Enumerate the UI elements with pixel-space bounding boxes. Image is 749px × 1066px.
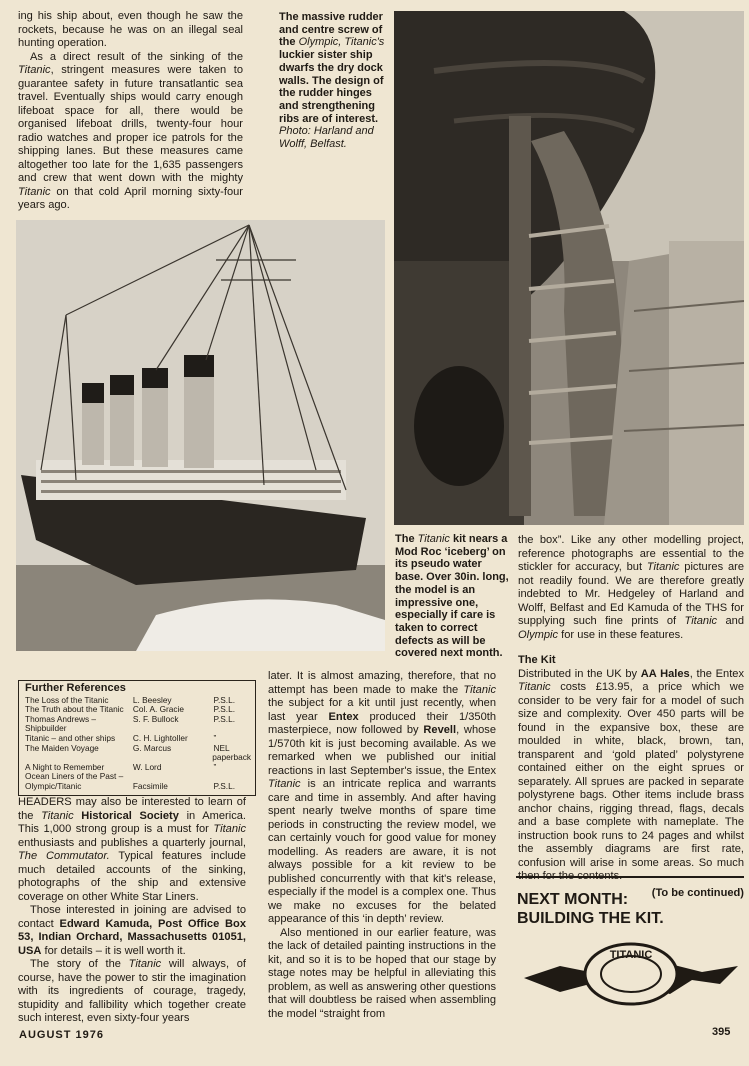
issue-date: AUGUST 1976 <box>19 1029 104 1041</box>
rudder-photo <box>394 11 744 525</box>
reference-title: The Loss of the Titanic <box>25 694 109 705</box>
story-paragraph: The story of the Titanic will always, of course, have the power to stir the imagination with its ingredients of courage, tragedy, stupidity and fallibility which together create such interest, even sixty-four years <box>18 958 246 1024</box>
reference-author: L. Beesley <box>132 694 172 705</box>
next-month-heading: NEXT MONTH: BUILDING THE KIT. <box>517 891 664 927</box>
further-references-box <box>18 680 256 796</box>
reference-title: Titanic – and other ships <box>25 732 116 743</box>
kit-heading: The Kit <box>518 654 556 666</box>
reference-publisher: P.S.L. <box>213 704 236 715</box>
painting-paragraph: Also mentioned in our earlier feature, was the lack of detailed painting instructions in the kit, and so it is to be hoped that our stage by stage notes may be helpful in alleviating this problem, as well as answering other questions that will doubtless be raised when assembling the model “straight from <box>268 926 496 1020</box>
reference-publisher: paperback <box>212 752 251 763</box>
middle-bottom-column <box>268 670 496 1021</box>
divider-rule <box>516 876 744 878</box>
reference-title: The Maiden Voyage <box>25 742 99 753</box>
reference-publisher: P.S.L. <box>213 713 236 724</box>
references-list <box>25 696 251 792</box>
model-photo-caption: The Titanic kit nears a Mod Roc ‘iceberg’ on its pseudo water base. Over 30in. long, the model is an impressive one, especially if care is taken to correct defects as will be covered next month. <box>395 533 509 660</box>
acknowledgement-paragraph: the box”. Like any other modelling project, reference photographs are essential to the stickler for accuracy, but Titanic pictures are not readily found. We are therefore greatly indebted to Mr. Hedgeley of Harland and Wolff, Belfast and Ed Kamuda of the THS for supplying such fine prints of Titanic and Olympic for use in these features. <box>518 534 745 641</box>
titanic-logo <box>520 936 742 1014</box>
rudder-photo-caption: The massive rudder and centre screw of the Olympic, Titanic's luckier sister ship dwarfs the dry dock walls. The design of the rudder hinges and strengthening ribs are of interest. Photo: Harland and Wolff, Belfast. <box>279 11 387 151</box>
reference-author: C. H. Lightoller <box>132 732 188 743</box>
society-paragraph: HEADERS may also be interested to learn of the Titanic Historical Society in America. This 1,000 strong group is a must for Titanic enthusiasts and publishes a quarterly journal, The Commutator. Typical features include much detailed accounts of the sinking, photographs of the ship and extensive coverage on other White Star Liners. <box>18 796 246 903</box>
reference-author: S. F. Bullock <box>132 713 179 724</box>
reference-title: A Night to Remember <box>25 761 105 772</box>
kit-history-paragraph: later. It is almost amazing, therefore, that no attempt has been made to make the Titanic the subject for a kit until just recently, when last year Entex produced their 1/350th masterpiece, now followed by Revell, whose 1/570th kit is just becoming available. As we remarked when we published our initial reactions in last September's issue, the Entex Titanic is an intricate replica and warrants care and time in assembly. And after having spent nearly twelve months of spare time periods in constructing the review model, we can certainly vouch for good value for money modelling. As readers are aware, it is not always possible for a kit review to be published concurrently with that kit's release, especially if the model is a complex one. Thus we make no excuses for the belated appearance of this ‘in depth’ review. <box>268 670 497 925</box>
reference-publisher: ” <box>213 761 217 772</box>
reference-title: Ocean Liners of the Past – <box>25 771 124 782</box>
reference-row <box>25 715 251 734</box>
intro-paragraph-2: As a direct result of the sinking of the Titanic, stringent measures were taken to guarantee safety in future transatlantic sea travel. Eventually ships would carry enough lifeboat space for all, there would be organised lifeboat drills, twenty-four hour radio watches and proper ice patrols for the shipping lanes. But these measures came altogether too late for the 1,635 passengers and crew that went down with the mighty Titanic on that cold April morning sixty-four years ago. <box>18 50 243 211</box>
reference-author: G. Marcus <box>132 742 172 753</box>
logo-text: TITANIC <box>609 949 653 961</box>
right-column <box>518 534 744 900</box>
reference-publisher: ” <box>213 732 217 743</box>
intro-column <box>18 10 243 213</box>
reference-row <box>25 782 251 792</box>
page-number: 395 <box>712 1026 731 1038</box>
to-be-continued: (To be continued) <box>651 886 744 899</box>
reference-title: The Truth about the Titanic <box>25 704 124 715</box>
intro-paragraph-1: ing his ship about, even though he saw the rockets, because he was on an illegal seal hunting operation. <box>18 10 243 49</box>
model-kit-photo <box>16 220 385 651</box>
photo-credit: Photo: Harland and Wolff, Belfast. <box>279 125 374 151</box>
contact-paragraph: Those interested in joining are advised to contact Edward Kamuda, Post Office Box 53, Indian Orchard, Massachusetts 01051, USA for details – it is well worth it. <box>18 904 246 957</box>
reference-title: Olympic/Titanic <box>25 780 82 791</box>
left-bottom-column <box>18 796 246 1026</box>
reference-publisher: NEL <box>213 742 230 753</box>
kit-paragraph: Distributed in the UK by AA Hales, the Entex Titanic costs £13.95, a price which we consider to be very fair for a model of such size and complexity. Over 450 parts will be found in the expansive box, these are moulded in white, black, brown, tan, transparent and ‘gold plated’ polystyrene contained either on the eight sprues or separately. All sprues are packed in separate polystyrene bags. Other items include brass anchor chains, rigging thread, flags, decals and a base complete with nameplate. The instruction book runs to 24 pages and whilst the assembly diagrams are first rate, confusion will arise in some areas. So much <box>518 667 744 869</box>
reference-publisher: P.S.L. <box>213 694 236 705</box>
reference-title: Thomas Andrews – Shipbuilder <box>25 713 97 734</box>
reference-publisher: P.S.L. <box>213 780 236 791</box>
reference-author: W. Lord <box>132 761 162 772</box>
reference-author: Facsimile <box>132 780 168 791</box>
references-title: Further References <box>25 682 126 694</box>
reference-author: Col. A. Gracie <box>132 704 185 715</box>
